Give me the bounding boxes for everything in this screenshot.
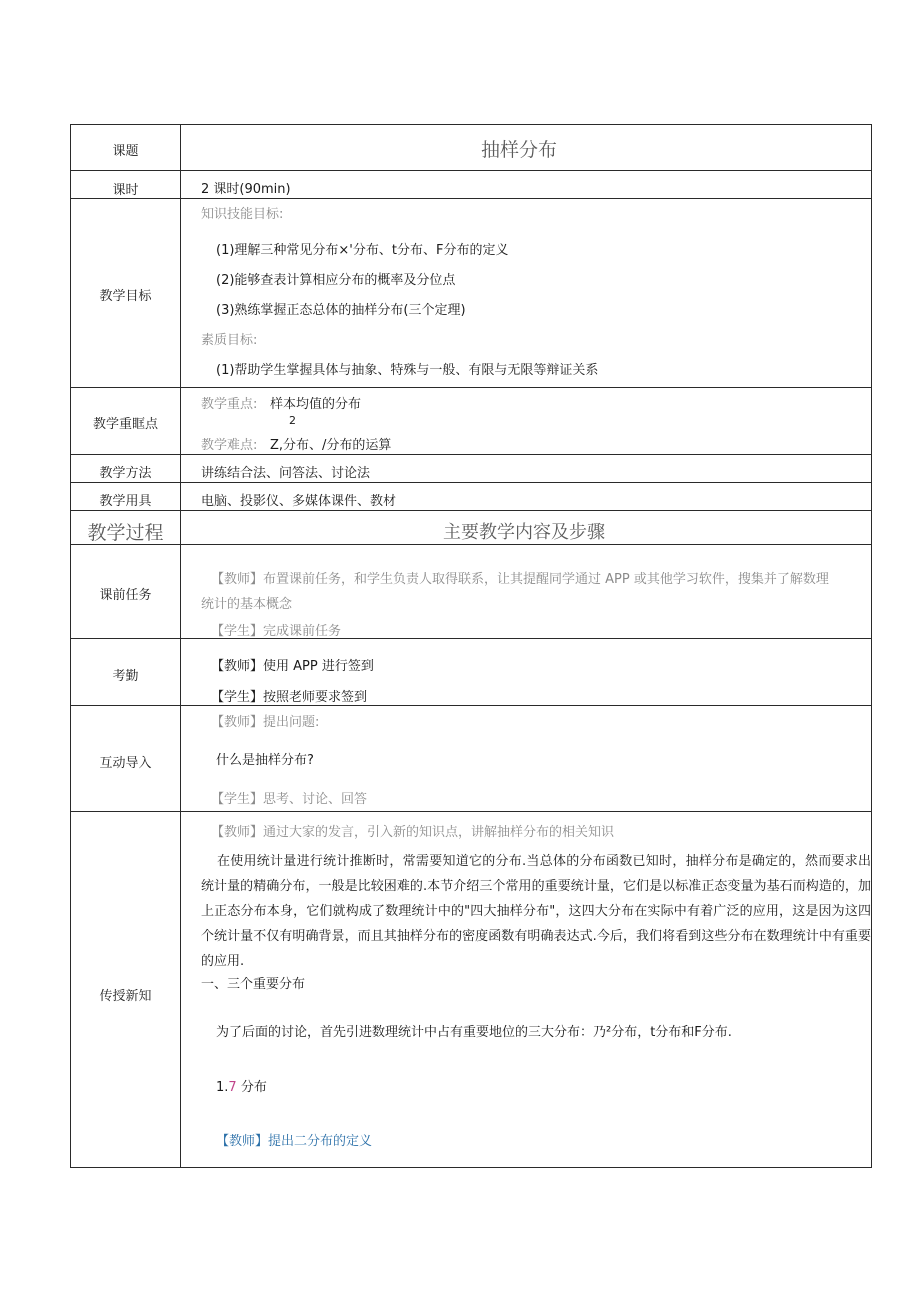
objective-item: (1)理解三种常见分布×'分布、t分布、F分布的定义 [216,243,509,258]
subsection-symbol: 7 [228,1080,237,1095]
process-header-left: 教学过程 [87,522,164,544]
pre-task-teacher: 【教师】布置课前任务，和学生负责人取得联系，让其提醒同学通过 APP 或其他学习软件，搜集并了解数理 [211,572,829,587]
intro-teacher: 【教师】提出问题: [211,715,320,730]
row-divider [71,198,871,199]
pre-task-teacher-cont: 统计的基本概念 [201,597,293,612]
lesson-title: 抽样分布 [481,139,558,161]
difficult-label: 教学难点: [201,438,258,453]
row-divider [71,544,871,545]
label-pre-task: 课前任务 [99,588,152,603]
label-key-points: 教学重眶点 [92,417,158,432]
row-divider [71,705,871,706]
process-header-right: 主要教学内容及步骤 [443,522,605,543]
tools-value: 电脑、投影仪、多媒体课件、教材 [201,494,397,509]
knowledge-title: 知识技能目标: [201,207,284,222]
row-divider [71,510,871,511]
attendance-student: 【学生】按照老师要求签到 [211,690,368,705]
label-method: 教学方法 [99,466,152,481]
subsection-text: 分布 [236,1080,267,1095]
quality-item: (1)帮助学生掌握具体与抽象、特殊与一般、有限与无限等辩证关系 [216,363,599,378]
new-knowledge-teacher: 【教师】通过大家的发言，引入新的知识点，讲解抽样分布的相关知识 [211,825,615,840]
column-divider [180,125,181,1167]
label-objectives: 教学目标 [99,289,152,304]
method-value: 讲练结合法、问答法、讨论法 [201,466,371,481]
key-label: 教学重点: [201,397,258,412]
objective-item: (3)熟练掌握正态总体的抽样分布(三个定理) [216,303,466,318]
intro-question: 什么是抽样分布? [216,753,314,768]
superscript-two: 2 [289,414,296,427]
row-divider [71,638,871,639]
lesson-plan-table [70,124,872,1168]
quality-title: 素质目标: [201,333,258,348]
key-value: 样本均值的分布 [270,397,362,412]
section-heading: 一、三个重要分布 [201,977,306,992]
row-divider [71,482,871,483]
row-divider [71,811,871,812]
difficult-value: Z,分布、/分布的运算 [270,438,392,453]
row-divider [71,170,871,171]
new-knowledge-teacher2: 【教师】提出二分布的定义 [216,1134,373,1149]
lead-sentence: 为了后面的讨论，首先引进数理统计中占有重要地位的三大分布：乃²分布，t分布和F分布. [216,1025,732,1040]
hours-value: 2 课时(90min) [201,182,291,197]
label-attendance: 考勤 [112,669,139,684]
attendance-teacher: 【教师】使用 APP 进行签到 [211,659,374,674]
objective-item: (2)能够查表计算相应分布的概率及分位点 [216,273,456,288]
label-new-knowledge: 传授新知 [99,989,152,1004]
label-hours: 课时 [112,183,139,198]
label-topic: 课题 [112,144,139,159]
subsection-number: 1. [216,1080,229,1095]
new-knowledge-paragraph: 在使用统计量进行统计推断时，常需要知道它的分布.当总体的分布函数已知时，抽样分布是确定的，然而要求出统计量的精确分布，一般是比较困难的.本节介绍三个常用的重要统计量，它们是以标准正态变量为基石而构造的，加上正态分布本身，它们就构成了数理统计中的"四大抽样分布"，这四大分布在实际中有着广泛的应用，这是因为这四个统计量不仅有明确背景，而且其抽样分布的密度函数有明确表达式.今后，我们将看到这些分布在数理统计中有重要的应用. [201,854,871,969]
row-divider [71,387,871,388]
label-intro: 互动导入 [99,756,152,771]
subsection-heading [216,1076,267,1095]
row-divider [71,454,871,455]
pre-task-student: 【学生】完成课前任务 [211,624,342,639]
intro-student: 【学生】思考、讨论、回答 [211,792,368,807]
label-tools: 教学用具 [99,494,152,509]
